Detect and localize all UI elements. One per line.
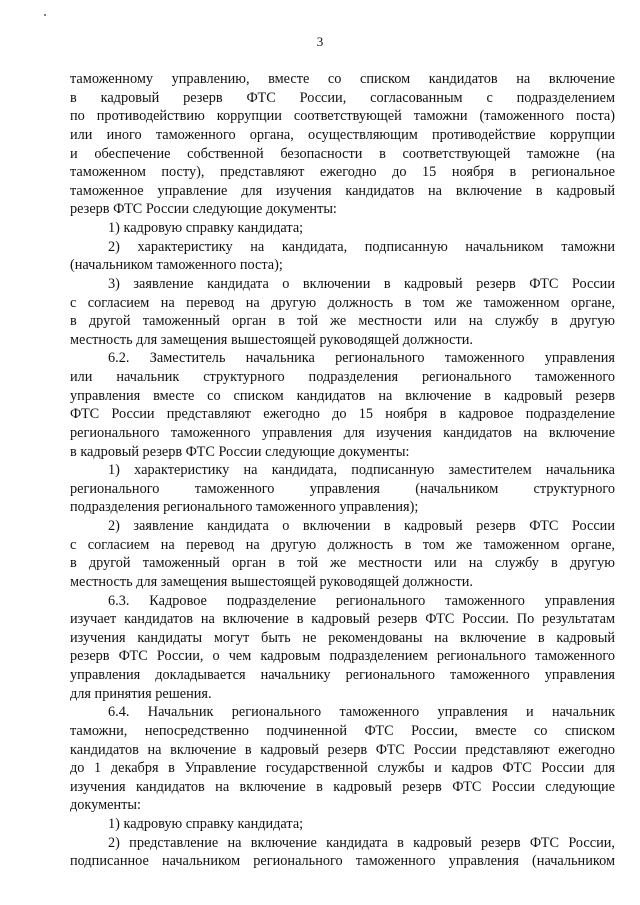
text-line: регионального таможенного управления (начальником структурного: [70, 480, 615, 497]
text-line: резерв ФТС России, о чем кадровым подразделением регионального таможенного: [70, 648, 615, 665]
text-line: 1) характеристику на кандидата, подписанную заместителем начальника: [108, 462, 615, 479]
text-line: таможенному управлению, вместе со списком кандидатов на включение: [70, 71, 615, 87]
text-line: местность для замещения вышестоящей руководящей должности.: [70, 573, 473, 590]
document-body: [70, 70, 615, 871]
text-line: или иного таможенного органа, осуществляющим противодействие коррупции: [70, 126, 615, 143]
text-line: управления вместе со списком кандидатов на включение в кадровый резерв: [70, 387, 615, 404]
text-line: изучает кандидатов на включение в кадровый резерв ФТС России. По результатам: [70, 611, 615, 628]
text-line: местность для замещения вышестоящей руководящей должности.: [70, 331, 473, 348]
text-line: в другой таможенный орган в той же местности или на службу в другую: [70, 313, 615, 330]
text-line: в кадровый резерв ФТС России следующие документы:: [70, 443, 410, 460]
text-line: регионального таможенного управления для изучения кандидатов на включение: [70, 424, 615, 441]
text-line: изучения кандидаты могут быть не рекомендованы на включение в кадровый: [70, 629, 615, 646]
text-line: с согласием на перевод на другую должность в том же таможенном органе,: [70, 294, 615, 311]
text-line: с согласием на перевод на другую должность в том же таможенном органе,: [70, 536, 615, 553]
text-line: управления докладывается начальнику регионального таможенного управления: [70, 667, 615, 683]
text-line: 6.4. Начальник регионального таможенного управления и начальник: [108, 704, 615, 721]
text-line: или начальник структурного подразделения регионального таможенного: [70, 369, 615, 385]
text-line: по противодействию коррупции соответствующей таможни (таможенного поста): [70, 108, 615, 125]
text-line: в кадровый резерв ФТС России, согласованным с подразделением: [70, 89, 615, 106]
text-line: подразделения регионального таможенного управления);: [70, 499, 419, 516]
text-line: 1) кадровую справку кандидата;: [108, 220, 304, 236]
text-line: до 1 декабря в Управление государственной службы и кадров ФТС России для: [70, 760, 615, 777]
text-line: документы:: [70, 797, 141, 814]
text-line: для принятия решения.: [70, 685, 212, 702]
text-line: таможни, непосредственно подчиненной ФТС России, вместе со списком: [70, 722, 615, 739]
text-line: таможенное управление для изучения кандидатов на включение в кадровый: [70, 182, 615, 199]
text-line: (начальником таможенного поста);: [70, 257, 283, 274]
text-line: 6.2. Заместитель начальника регионального таможенного управления: [108, 350, 615, 367]
text-line: таможенном посту), представляют ежегодно до 15 ноября в региональное: [70, 164, 615, 181]
page-number: 3: [316, 34, 324, 49]
text-line: 2) характеристику на кандидата, подписанную начальником таможни: [108, 238, 615, 255]
text-line: подписанное начальником регионального таможенного управления (начальником: [70, 853, 615, 870]
text-line: в другой таможенный орган в той же местности или на службу в другую: [70, 555, 615, 572]
text-line: 2) представление на включение кандидата в кадровый резерв ФТС России,: [108, 834, 615, 851]
text-line: и обеспечение собственной безопасности в соответствующей таможне (на: [70, 145, 615, 162]
text-line: 3) заявление кандидата о включении в кадровый резерв ФТС России: [108, 275, 615, 292]
text-line: 2) заявление кандидата о включении в кадровый резерв ФТС России: [108, 518, 615, 534]
text-line: резерв ФТС России следующие документы:: [70, 201, 337, 218]
text-line: 6.3. Кадровое подразделение регионального таможенного управления: [108, 592, 615, 609]
text-line: 1) кадровую справку кандидата;: [108, 816, 304, 832]
scan-speck: [44, 14, 46, 16]
text-line: ФТС России представляют ежегодно до 15 ноября в кадровое подразделение: [70, 406, 615, 423]
text-line: кандидатов на включение в кадровый резерв ФТС России представляют ежегодно: [70, 741, 615, 758]
text-line: изучения кандидатов на включение в кадровый резерв ФТС России следующие: [70, 778, 615, 795]
